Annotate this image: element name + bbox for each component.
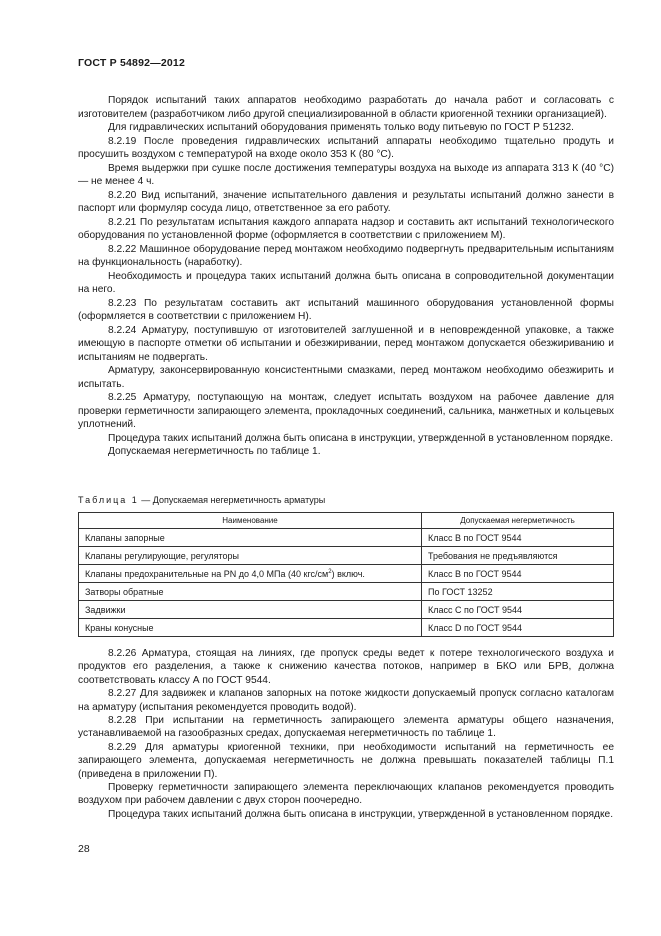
paragraph: Время выдержки при сушке после достижения температуры воздуха на выходе из аппарата 313 К (40 °С) — не менее 4 ч.: [78, 162, 614, 187]
body-text-after-table: [78, 647, 614, 821]
cell-value: Класс D по ГОСТ 9544: [422, 619, 614, 637]
paragraph: Допускаемая негерметичность по таблице 1.: [108, 446, 321, 457]
superscript: 2: [328, 568, 332, 575]
table-caption-title: — Допускаемая негерметичность арматуры: [138, 495, 326, 505]
table-caption-label: Таблица 1: [78, 495, 139, 505]
table-row: [79, 529, 614, 547]
paragraph: 8.2.21 По результатам испытания каждого аппарата надзор и составить акт испытаний технологического оборудования по установленной форме (оформляется в соответствии с приложением М).: [78, 216, 614, 241]
paragraph: Процедура таких испытаний должна быть описана в инструкции, утвержденной в установленном порядке.: [108, 432, 614, 444]
paragraph: 8.2.19 После проведения гидравлических испытаний аппараты необходимо тщательно продуть и просушить воздухом с температурой на входе около 353 К (80 °С).: [78, 135, 614, 160]
paragraph: 8.2.24 Арматуру, поступившую от изготовителей заглушенной и в неповрежденной упаковке, а также имеющую в паспорте отметки об испытании и обезжиривании, перед монтажом допускается обезжириванию и испытаниям не подвергать.: [78, 324, 614, 363]
paragraph: 8.2.25 Арматуру, поступающую на монтаж, следует испытать воздухом на рабочее давление для проверки герметичности запирающего элемента, прокладочных соединений, сальника, манжетных и кольцевых уплотнений.: [78, 392, 614, 430]
paragraph: 8.2.23 По результатам составить акт испытаний машинного оборудования установленной формы (оформляется в соответствии с приложением Н).: [78, 297, 614, 322]
leakage-table: [78, 512, 614, 637]
paragraph: 8.2.20 Вид испытаний, значение испытательного давления и результаты испытаний должно занести в паспорт или формуляр сосуда лицо, ответственное за его работу.: [78, 189, 614, 214]
cell-value: По ГОСТ 13252: [422, 583, 614, 601]
table-row: [79, 583, 614, 601]
paragraph: Проверку герметичности запирающего элемента переключающих клапанов рекомендуется проводить воздухом при рабочем давлении с двух сторон поочередно.: [78, 782, 614, 807]
paragraph: Процедура таких испытаний должна быть описана в инструкции, утвержденной в установленном порядке.: [108, 808, 614, 820]
table-row: [79, 619, 614, 637]
paragraph: 8.2.26 Арматура, стоящая на линиях, где пропуск среды ведет к потере технологического воздуха и продуктов его разделения, а также к снижению качества потоков, например в БКО или БРВ, должна соответствовать классу А по ГОСТ 9544.: [78, 648, 614, 686]
table-row: [79, 547, 614, 565]
page-number: 28: [78, 843, 90, 855]
cell-name: Краны конусные: [79, 619, 422, 637]
table-row: [79, 565, 614, 583]
body-text-before-table: [78, 94, 614, 459]
cell-name-tail: ) включ.: [331, 568, 365, 579]
column-header-name: Наименование: [79, 513, 422, 529]
paragraph: 8.2.29 Для арматуры криогенной техники, при необходимости испытаний на герметичность ее запирающего элемента, допускаемая негерметичность не должна превышать показателей таблицы П.1 (приведена в приложении П).: [78, 741, 614, 780]
cell-value: Требования не предъявляются: [422, 547, 614, 565]
paragraph: Для гидравлических испытаний оборудования применять только воду питьевую по ГОСТ Р 51232.: [108, 122, 574, 133]
cell-name: Клапаны регулирующие, регуляторы: [79, 547, 422, 565]
cell-name: Клапаны запорные: [79, 529, 422, 547]
paragraph: Необходимость и процедура таких испытаний должна быть описана в сопроводительной документации на него.: [78, 270, 614, 295]
paragraph: 8.2.22 Машинное оборудование перед монтажом необходимо подвергнуть предварительным испытаниям на функциональность (наработку).: [78, 243, 614, 268]
paragraph: 8.2.27 Для задвижек и клапанов запорных на потоке жидкости допускаемый пропуск согласно каталогам на арматуру (испытания рекомендуется проводить водой).: [78, 688, 614, 713]
cell-value: Класс С по ГОСТ 9544: [422, 601, 614, 619]
paragraph: Арматуру, законсервированную консистентными смазками, перед монтажом необходимо обезжирить и испытать.: [78, 365, 614, 390]
paragraph: Порядок испытаний таких аппаратов необходимо разработать до начала работ и согласовать с изготовителем (разработчиком либо другой специализированной в области криогенной техники организацией).: [78, 95, 614, 120]
document-header: ГОСТ Р 54892—2012: [78, 57, 186, 69]
cell-name: Затворы обратные: [79, 583, 422, 601]
cell-name: Задвижки: [79, 601, 422, 619]
table-header-row: [79, 513, 614, 529]
cell-name-text: Клапаны предохранительные на PN до 4,0 МПа (40 кгс/см: [85, 568, 329, 579]
column-header-leakage: Допускаемая негерметичность: [422, 513, 614, 529]
table-caption: [78, 494, 325, 506]
cell-value: Класс В по ГОСТ 9544: [422, 565, 614, 583]
table-row: [79, 601, 614, 619]
paragraph: 8.2.28 При испытании на герметичность запирающего элемента арматуры общего назначения, устанавливаемой на газообразных средах, допускаемая негерметичность по таблице 1.: [78, 715, 614, 740]
cell-name: [79, 565, 422, 583]
cell-value: Класс В по ГОСТ 9544: [422, 529, 614, 547]
